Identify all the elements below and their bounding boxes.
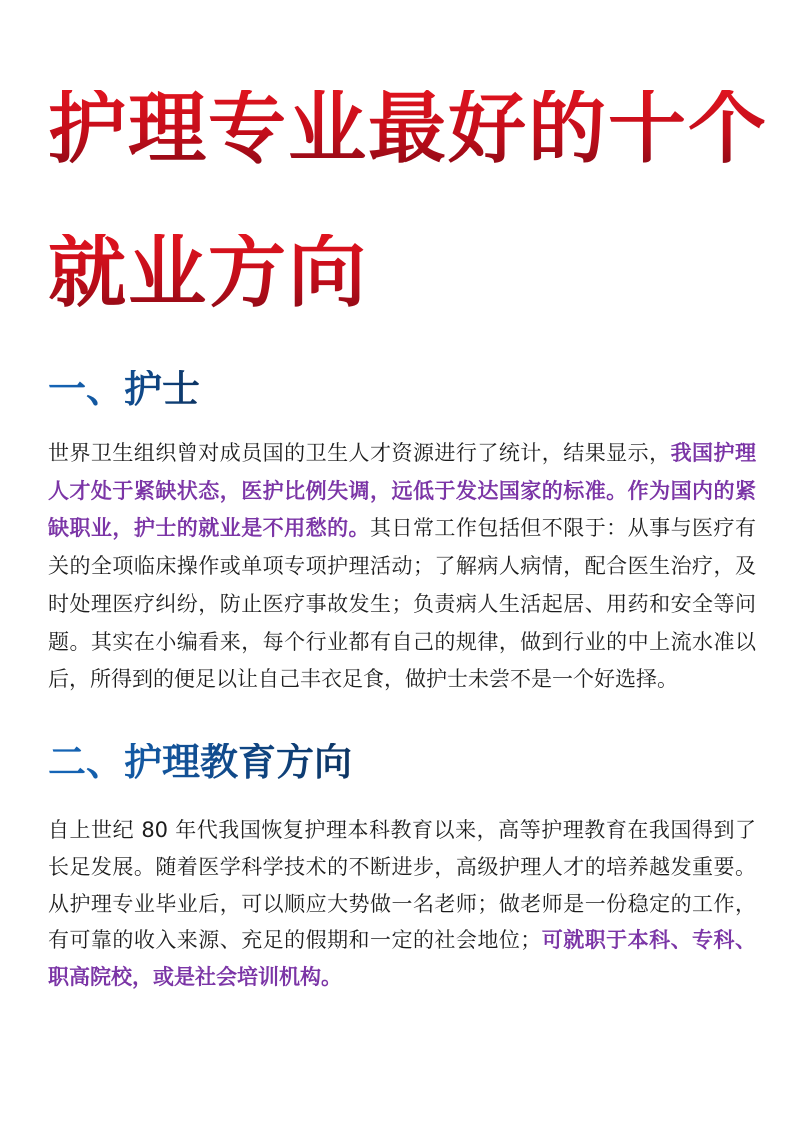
body-text: 世界卫生组织曾对成员国的卫生人才资源进行了统计，结果显示， (48, 441, 671, 465)
section-heading-nurse: 一、护士 (48, 367, 201, 411)
section-heading-nursing-education: 二、护理教育方向 (48, 740, 353, 784)
body-text: 其日常工作包括但不限于：从事与医疗有关的全项临床操作或单项专项护理活动；了解病人病情，配合医生治疗，及时处理医疗纠纷，防止医疗事故发生；负责病人生活起居、用药和安全等问题。其实在小编看来，每个行业都有自己的规律，做到行业的中上流水准以后，所得到的便足以让自己丰衣足食，做护士未尝不是一个好选择。 (48, 516, 756, 692)
page-title-line-1: 护理专业最好的十个 (48, 84, 769, 174)
section-body-nursing-education (48, 812, 756, 996)
highlighted-text: 我国护理人才处于紧缺状态，医护比例失调，远低于发达国家的标准。作为国内的紧缺职业，护士的就业是不用愁的。 (48, 441, 756, 541)
section-body-nurse (48, 435, 756, 699)
highlighted-text: 可就职于本科、专科、职高院校，或是社会培训机构。 (48, 928, 756, 990)
body-text: 自上世纪 80 年代我国恢复护理本科教育以来，高等护理教育在我国得到了长足发展。随着医学科学技术的不断进步，高级护理人才的培养越发重要。从护理专业毕业后，可以顺应大势做一名老师；做老师是一份稳定的工作，有可靠的收入来源、充足的假期和一定的社会地位； (48, 818, 756, 953)
page-title-line-2: 就业方向 (48, 228, 369, 318)
